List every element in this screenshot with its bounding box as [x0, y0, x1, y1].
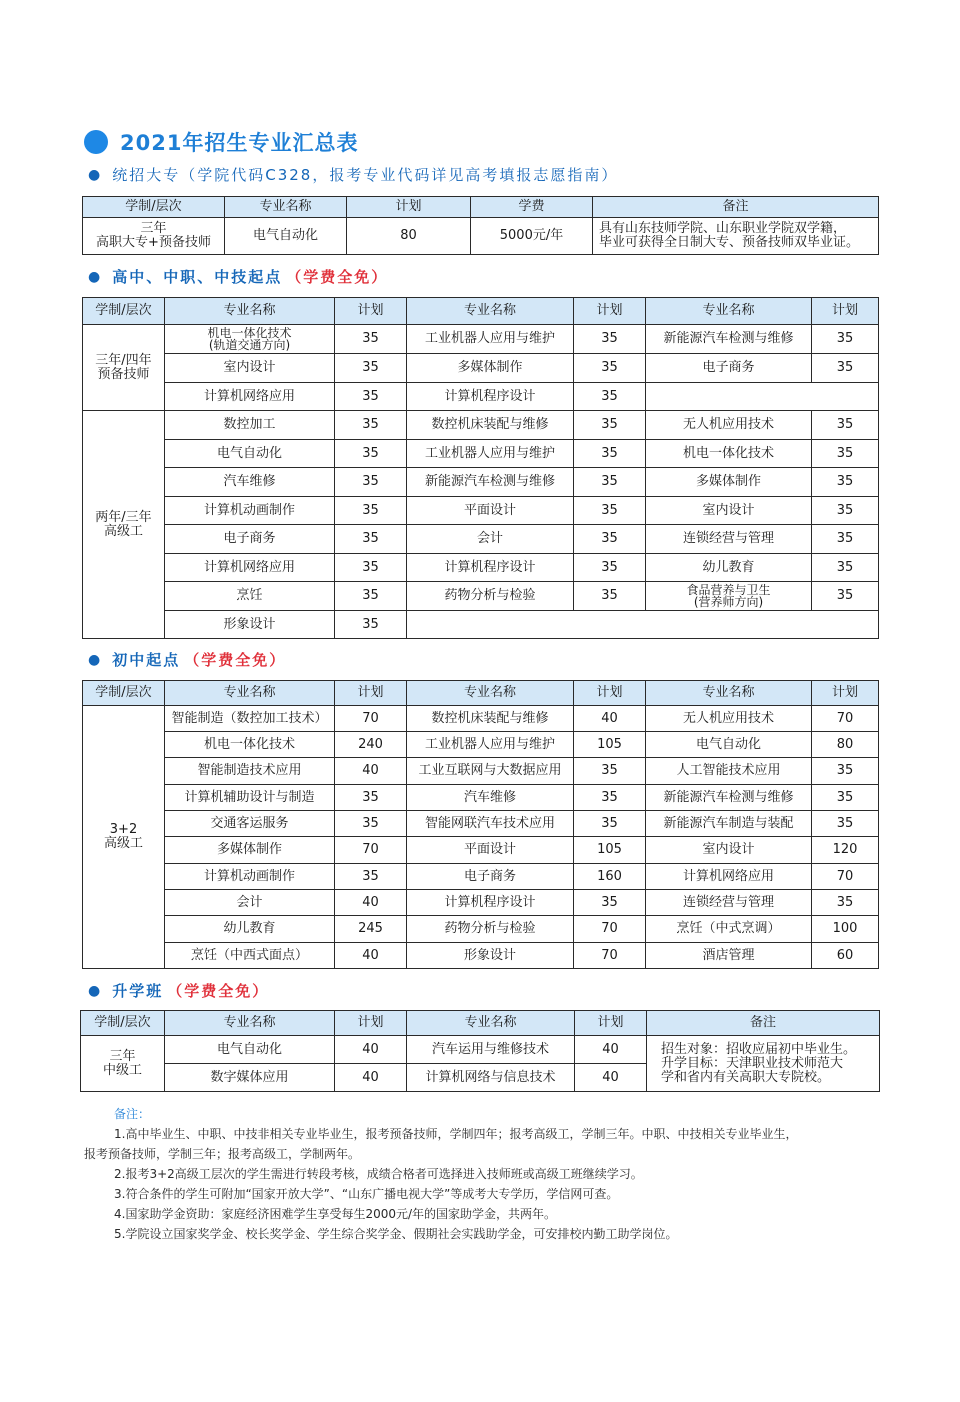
major-cell: 数控机床装配与维修 [407, 411, 574, 440]
table-header-row [83, 681, 879, 706]
plan-cell: 35 [574, 325, 646, 354]
level-cell [81, 1036, 165, 1092]
section2-heading-text: 高中、中职、中技起点 [112, 268, 283, 286]
major-cell: 新能源汽车制造与装配 [646, 811, 812, 837]
plan-cell: 35 [812, 554, 879, 582]
plan-cell: 35 [335, 582, 407, 611]
major-cell: 汽车维修 [407, 785, 574, 811]
plan-cell: 35 [574, 890, 646, 916]
remark-line: 毕业可获得全日制大专、预备技师双毕业证。 [599, 235, 860, 250]
major-cell: 人工智能技术应用 [646, 758, 812, 785]
level-line: 两年/三年 [95, 509, 152, 525]
plan-cell: 40 [335, 943, 407, 969]
header-cell: 备注 [647, 1011, 880, 1036]
major-cell: 电子商务 [165, 525, 335, 554]
major-cell: 平面设计 [407, 837, 574, 864]
major-cell: 计算机网络应用 [165, 554, 335, 582]
plan-cell: 35 [812, 497, 879, 525]
major-cell: 计算机网络与信息技术 [407, 1064, 575, 1092]
level-line: 3+2 [109, 822, 138, 837]
plan-cell: 35 [335, 525, 407, 554]
plan-cell: 70 [335, 706, 407, 732]
header-cell: 学制/层次 [83, 298, 165, 325]
table-row [83, 611, 879, 639]
header-cell: 计划 [812, 298, 879, 325]
major-cell: 多媒体制作 [165, 837, 335, 864]
major-cell: 工业机器人应用与维护 [407, 440, 574, 468]
header-cell: 计划 [575, 1011, 647, 1036]
major-cell: 电子商务 [407, 864, 574, 890]
remark-line: 学和省内有关高职大专院校。 [661, 1069, 831, 1085]
major-cell: 药物分析与检验 [407, 916, 574, 943]
section1-heading [88, 164, 618, 185]
major-cell: 计算机程序设计 [407, 383, 574, 411]
header-cell: 学制/层次 [83, 197, 225, 218]
plan-cell: 35 [574, 383, 646, 411]
header-cell: 学费 [471, 197, 593, 218]
plan-cell: 35 [574, 411, 646, 440]
plan-cell: 35 [574, 468, 646, 497]
remark-line: 升学目标：天津职业技术师范大 [661, 1055, 844, 1071]
level-line: 三年 [140, 221, 167, 236]
header-cell: 计划 [335, 298, 407, 325]
plan-cell: 80 [812, 732, 879, 758]
remark-cell [593, 218, 879, 255]
major-line: (轨道交通方向) [208, 338, 291, 352]
table-row [83, 497, 879, 525]
header-cell: 学制/层次 [83, 681, 165, 706]
level-cell [83, 411, 165, 639]
table-row [83, 525, 879, 554]
major-cell: 计算机动画制作 [165, 864, 335, 890]
table-row [83, 785, 879, 811]
major-cell [165, 325, 335, 354]
section4-heading-text: 升学班 [112, 982, 164, 1000]
level-line: 高职大专+预备技师 [96, 235, 211, 250]
major-cell: 室内设计 [646, 837, 812, 864]
major-cell: 无人机应用技术 [646, 706, 812, 732]
plan-cell: 35 [574, 554, 646, 582]
table-row [83, 732, 879, 758]
header-cell: 计划 [574, 298, 646, 325]
section4-heading [88, 980, 269, 1001]
major-cell: 连锁经营与管理 [646, 525, 812, 554]
table-row [83, 864, 879, 890]
plan-cell: 40 [335, 758, 407, 785]
major-cell: 无人机应用技术 [646, 411, 812, 440]
header-cell: 计划 [574, 681, 646, 706]
plan-cell: 35 [335, 440, 407, 468]
major-cell: 平面设计 [407, 497, 574, 525]
major-cell: 药物分析与检验 [407, 582, 574, 611]
plan-cell: 100 [812, 916, 879, 943]
major-cell: 酒店管理 [646, 943, 812, 969]
major-cell: 工业互联网与大数据应用 [407, 758, 574, 785]
plan-cell: 35 [812, 785, 879, 811]
major-cell: 电气自动化 [165, 440, 335, 468]
empty-cell [646, 383, 879, 411]
plan-cell: 35 [335, 554, 407, 582]
major-cell: 机电一体化技术 [646, 440, 812, 468]
table-header-row [83, 197, 879, 218]
major-cell: 电气自动化 [225, 218, 347, 255]
note-item: 3.符合条件的学生可附加“国家开放大学”、“山东广播电视大学”等成考大专学历，学信网可查。 [114, 1187, 619, 1201]
plan-cell: 35 [335, 383, 407, 411]
table-row [83, 811, 879, 837]
plan-cell: 105 [574, 837, 646, 864]
major-cell: 机电一体化技术 [165, 732, 335, 758]
level-line: 预备技师 [97, 366, 150, 382]
plan-cell: 245 [335, 916, 407, 943]
plan-cell: 35 [812, 440, 879, 468]
table-row [83, 890, 879, 916]
plan-cell: 35 [574, 497, 646, 525]
header-cell: 备注 [593, 197, 879, 218]
major-cell: 会计 [407, 525, 574, 554]
header-cell: 专业名称 [225, 197, 347, 218]
plan-cell: 35 [574, 811, 646, 837]
plan-cell: 35 [812, 811, 879, 837]
plan-cell: 35 [335, 785, 407, 811]
plan-cell: 35 [812, 354, 879, 383]
level-cell [83, 706, 165, 969]
major-cell: 智能网联汽车技术应用 [407, 811, 574, 837]
table-row [83, 354, 879, 383]
header-cell: 专业名称 [165, 681, 335, 706]
plan-cell: 70 [335, 837, 407, 864]
header-cell: 计划 [347, 197, 471, 218]
major-cell: 新能源汽车检测与维修 [407, 468, 574, 497]
header-cell: 学制/层次 [81, 1011, 165, 1036]
table-row [83, 218, 879, 255]
major-cell: 烹饪（中西式面点） [165, 943, 335, 969]
section1-heading-text: 统招大专（学院代码C328，报考专业代码详见高考填报志愿指南） [112, 166, 619, 184]
major-cell: 工业机器人应用与维护 [407, 325, 574, 354]
note-item: 4.国家助学金资助：家庭经济困难学生享受每生2000元/年的国家助学金，共两年。 [114, 1207, 557, 1221]
major-cell: 智能制造技术应用 [165, 758, 335, 785]
plan-cell: 160 [574, 864, 646, 890]
plan-cell: 40 [335, 1036, 407, 1064]
fee-cell: 5000元/年 [471, 218, 593, 255]
remark-line: 具有山东技师学院、山东职业学院双学籍， [599, 221, 847, 236]
table-row [83, 837, 879, 864]
major-cell: 工业机器人应用与维护 [407, 732, 574, 758]
major-cell: 数控机床装配与维修 [407, 706, 574, 732]
major-cell: 新能源汽车检测与维修 [646, 785, 812, 811]
plan-cell: 70 [574, 943, 646, 969]
header-cell: 专业名称 [646, 298, 812, 325]
bullet-icon: ● [88, 982, 103, 999]
section2-heading [88, 266, 388, 287]
major-cell: 新能源汽车检测与维修 [646, 325, 812, 354]
table-row [83, 325, 879, 354]
major-line: (营养师方向) [693, 595, 764, 609]
empty-cell [407, 611, 879, 639]
major-cell: 形象设计 [165, 611, 335, 639]
major-cell: 计算机程序设计 [407, 554, 574, 582]
major-cell: 多媒体制作 [407, 354, 574, 383]
plan-cell: 35 [335, 411, 407, 440]
plan-cell: 35 [812, 758, 879, 785]
plan-cell: 35 [574, 440, 646, 468]
major-cell [646, 582, 812, 611]
plan-cell: 80 [347, 218, 471, 255]
header-cell: 专业名称 [165, 1011, 335, 1036]
header-cell: 计划 [812, 681, 879, 706]
section4-free-label: （学费全免） [167, 982, 270, 1000]
plan-cell: 60 [812, 943, 879, 969]
plan-cell: 40 [335, 1064, 407, 1092]
major-cell: 幼儿教育 [646, 554, 812, 582]
plan-cell: 35 [574, 785, 646, 811]
table-row [83, 554, 879, 582]
table-row [83, 758, 879, 785]
plan-cell: 35 [574, 525, 646, 554]
major-line: 食品营养与卫生 [686, 583, 771, 597]
major-cell: 计算机网络应用 [165, 383, 335, 411]
section3-free-label: （学费全免） [184, 651, 287, 669]
header-cell: 专业名称 [646, 681, 812, 706]
plan-cell: 35 [335, 611, 407, 639]
major-cell: 数控加工 [165, 411, 335, 440]
section3-heading [88, 649, 286, 670]
plan-cell: 240 [335, 732, 407, 758]
level-cell [83, 218, 225, 255]
major-cell: 电子商务 [646, 354, 812, 383]
plan-cell: 120 [812, 837, 879, 864]
table-row [83, 411, 879, 440]
plan-cell: 70 [812, 864, 879, 890]
major-cell: 计算机动画制作 [165, 497, 335, 525]
table-header-row [81, 1011, 880, 1036]
plan-cell: 35 [574, 582, 646, 611]
major-cell: 智能制造（数控加工技术） [165, 706, 335, 732]
plan-cell: 35 [574, 758, 646, 785]
plan-cell: 40 [575, 1036, 647, 1064]
major-cell: 汽车运用与维修技术 [407, 1036, 575, 1064]
plan-cell: 35 [335, 864, 407, 890]
plan-cell: 70 [574, 916, 646, 943]
notes [84, 1104, 884, 1244]
page-title: 2021年招生专业汇总表 [120, 131, 359, 155]
title-dot-icon [84, 130, 108, 154]
level-cell [83, 325, 165, 411]
plan-cell: 35 [574, 354, 646, 383]
major-cell: 交通客运服务 [165, 811, 335, 837]
note-item: 报考预备技师，学制三年；报考高级工，学制两年。 [84, 1147, 361, 1161]
major-cell: 计算机网络应用 [646, 864, 812, 890]
major-cell: 汽车维修 [165, 468, 335, 497]
major-cell: 多媒体制作 [646, 468, 812, 497]
bullet-icon: ● [88, 166, 103, 183]
bullet-icon: ● [88, 268, 103, 285]
table-row [83, 468, 879, 497]
major-cell: 电气自动化 [165, 1036, 335, 1064]
table-junior [82, 680, 879, 969]
table-college [82, 196, 879, 255]
table-row [81, 1036, 880, 1064]
header-cell: 计划 [335, 681, 407, 706]
table-row [83, 582, 879, 611]
plan-cell: 35 [812, 325, 879, 354]
level-line: 高级工 [103, 836, 143, 851]
major-cell: 室内设计 [165, 354, 335, 383]
header-cell: 计划 [335, 1011, 407, 1036]
table-row [83, 943, 879, 969]
plan-cell: 105 [574, 732, 646, 758]
major-line: 机电一体化技术 [207, 326, 292, 340]
level-line: 三年/四年 [95, 352, 152, 368]
plan-cell: 40 [335, 890, 407, 916]
remark-cell [647, 1036, 880, 1092]
major-cell: 计算机程序设计 [407, 890, 574, 916]
major-cell: 连锁经营与管理 [646, 890, 812, 916]
table-row [83, 706, 879, 732]
level-line: 中级工 [102, 1062, 142, 1078]
major-cell: 烹饪 [165, 582, 335, 611]
table-header-row [83, 298, 879, 325]
major-cell: 会计 [165, 890, 335, 916]
plan-cell: 35 [812, 582, 879, 611]
major-cell: 烹饪（中式烹调） [646, 916, 812, 943]
plan-cell: 35 [335, 811, 407, 837]
major-cell: 数字媒体应用 [165, 1064, 335, 1092]
remark-line: 招生对象：招收应届初中毕业生。 [661, 1041, 857, 1057]
plan-cell: 35 [335, 497, 407, 525]
header-cell: 专业名称 [407, 1011, 575, 1036]
major-cell: 形象设计 [407, 943, 574, 969]
plan-cell: 35 [335, 354, 407, 383]
plan-cell: 35 [812, 890, 879, 916]
table-row [83, 916, 879, 943]
plan-cell: 40 [575, 1064, 647, 1092]
plan-cell: 35 [812, 411, 879, 440]
major-cell: 电气自动化 [646, 732, 812, 758]
plan-cell: 40 [574, 706, 646, 732]
notes-heading: 备注： [114, 1107, 151, 1121]
header-cell: 专业名称 [407, 298, 574, 325]
major-cell: 室内设计 [646, 497, 812, 525]
table-highschool [82, 297, 879, 639]
major-cell: 幼儿教育 [165, 916, 335, 943]
table-upgrade [80, 1010, 880, 1092]
major-cell: 计算机辅助设计与制造 [165, 785, 335, 811]
level-line: 三年 [109, 1048, 136, 1064]
plan-cell: 35 [335, 325, 407, 354]
plan-cell: 35 [812, 468, 879, 497]
level-line: 高级工 [103, 523, 143, 539]
section3-heading-text: 初中起点 [112, 651, 181, 669]
table-row [83, 383, 879, 411]
plan-cell: 70 [812, 706, 879, 732]
header-cell: 专业名称 [165, 298, 335, 325]
section2-free-label: （学费全免） [286, 268, 389, 286]
main-title [84, 126, 358, 158]
header-cell: 专业名称 [407, 681, 574, 706]
table-row [83, 440, 879, 468]
plan-cell: 35 [812, 525, 879, 554]
note-item: 2.报考3+2高级工层次的学生需进行转段考核，成绩合格者可选择进入技师班或高级工班继续学习。 [114, 1167, 643, 1181]
plan-cell: 35 [335, 468, 407, 497]
bullet-icon: ● [88, 651, 103, 668]
note-item: 1.高中毕业生、中职、中技非相关专业毕业生，报考预备技师，学制四年；报考高级工，学制三年。中职、中技相关专业毕业生， [114, 1127, 798, 1141]
note-item: 5.学院设立国家奖学金、校长奖学金、学生综合奖学金、假期社会实践助学金，可安排校内勤工助学岗位。 [114, 1227, 678, 1241]
